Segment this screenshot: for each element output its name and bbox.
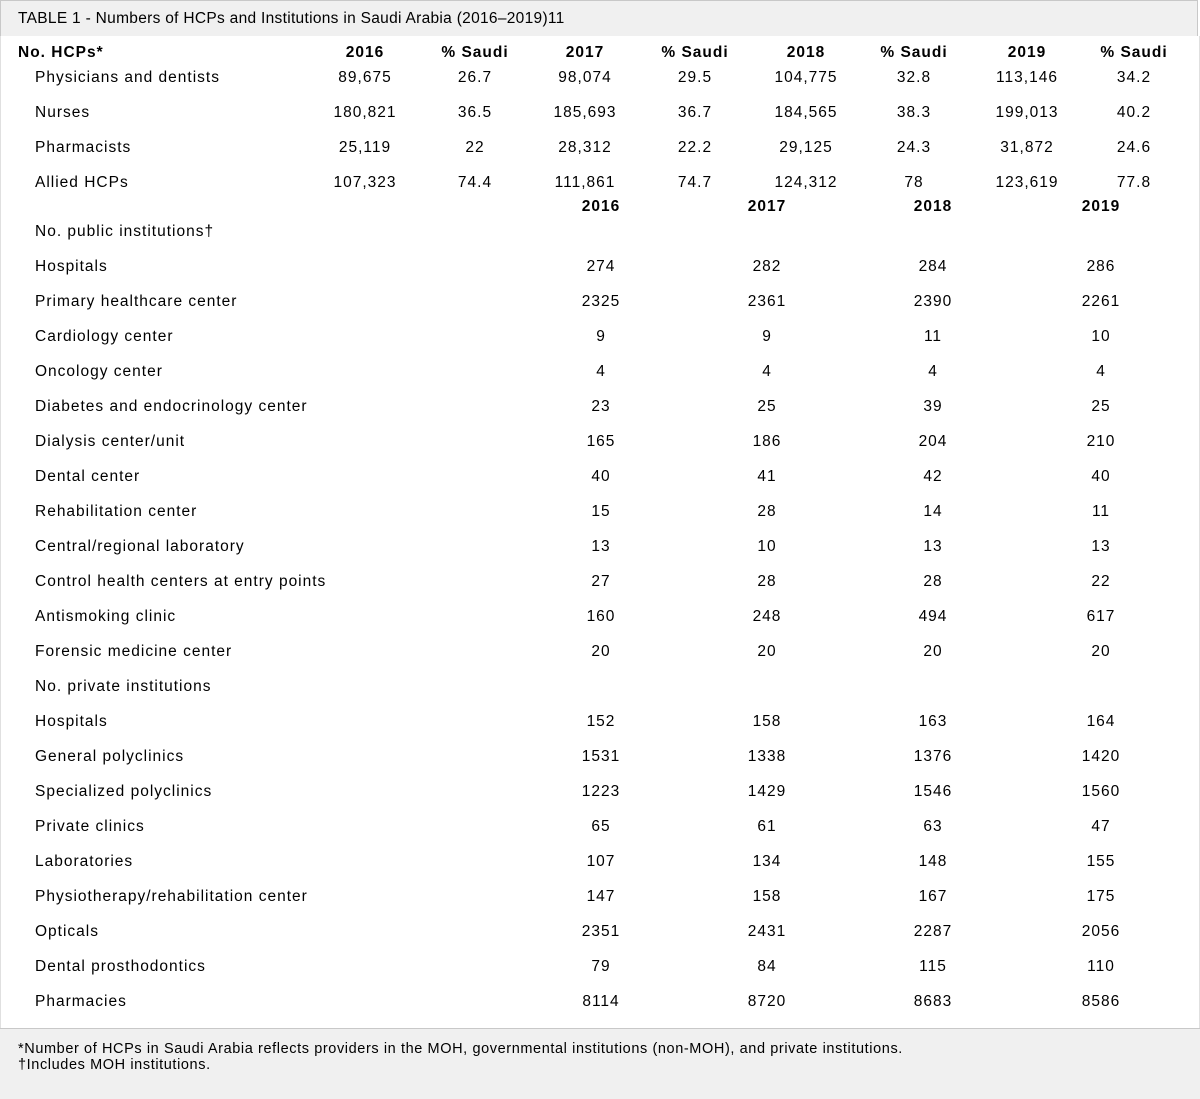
public-cell: 286 bbox=[1086, 258, 1116, 275]
public-cell: 20 bbox=[1091, 643, 1111, 660]
public-cell: 284 bbox=[918, 258, 948, 275]
public-cell: 14 bbox=[923, 503, 943, 520]
private-cell: 2431 bbox=[747, 923, 787, 940]
private-cell: 134 bbox=[752, 853, 782, 870]
hcp-row-label: Nurses bbox=[35, 104, 91, 121]
public-row-label: Cardiology center bbox=[35, 328, 174, 345]
private-cell: 1429 bbox=[747, 783, 787, 800]
public-cell: 248 bbox=[752, 608, 782, 625]
private-row-label: Private clinics bbox=[35, 818, 145, 835]
private-cell: 8720 bbox=[747, 993, 787, 1010]
hcp-cell: 98,074 bbox=[558, 69, 612, 86]
public-cell: 20 bbox=[757, 643, 777, 660]
public-cell: 4 bbox=[928, 363, 938, 380]
hcp-cell: 34.2 bbox=[1116, 69, 1152, 86]
private-cell: 1223 bbox=[581, 783, 621, 800]
hcp-cell: 24.6 bbox=[1116, 139, 1152, 156]
public-cell: 165 bbox=[586, 433, 616, 450]
hcp-cell: 78 bbox=[904, 174, 924, 191]
hcp-cell: 184,565 bbox=[774, 104, 838, 121]
public-row-label: Control health centers at entry points bbox=[35, 573, 327, 590]
public-cell: 13 bbox=[923, 538, 943, 555]
private-cell: 152 bbox=[586, 713, 616, 730]
hcp-cell: 185,693 bbox=[553, 104, 617, 121]
hcp-header-cell: 2016 bbox=[345, 44, 385, 61]
inst-year-header: 2019 bbox=[1081, 198, 1121, 215]
public-row-label: Central/regional laboratory bbox=[35, 538, 245, 555]
public-cell: 274 bbox=[586, 258, 616, 275]
private-cell: 158 bbox=[752, 713, 782, 730]
hcp-cell: 111,861 bbox=[554, 174, 616, 191]
hcp-cell: 32.8 bbox=[896, 69, 932, 86]
public-cell: 39 bbox=[923, 398, 943, 415]
table-caption: TABLE 1 - Numbers of HCPs and Institutions in Saudi Arabia (2016–2019)11 bbox=[0, 0, 1198, 36]
public-cell: 20 bbox=[923, 643, 943, 660]
public-cell: 10 bbox=[1091, 328, 1111, 345]
private-row-label: Dental prosthodontics bbox=[35, 958, 206, 975]
hcp-cell: 107,323 bbox=[333, 174, 397, 191]
private-cell: 115 bbox=[919, 958, 947, 975]
public-cell: 25 bbox=[1091, 398, 1111, 415]
private-cell: 63 bbox=[923, 818, 943, 835]
private-row-label: General polyclinics bbox=[35, 748, 185, 765]
private-cell: 65 bbox=[591, 818, 611, 835]
private-cell: 155 bbox=[1086, 853, 1116, 870]
private-cell: 107 bbox=[586, 853, 616, 870]
footnote-moh: †Includes MOH institutions. bbox=[18, 1057, 211, 1073]
public-cell: 2390 bbox=[913, 293, 953, 310]
private-row-label: Pharmacies bbox=[35, 993, 127, 1010]
hcp-cell: 74.7 bbox=[677, 174, 713, 191]
hcp-cell: 123,619 bbox=[995, 174, 1059, 191]
hcp-cell: 38.3 bbox=[896, 104, 932, 121]
hcp-cell: 199,013 bbox=[995, 104, 1059, 121]
public-cell: 4 bbox=[596, 363, 606, 380]
public-row-label: Diabetes and endocrinology center bbox=[35, 398, 308, 415]
public-cell: 617 bbox=[1086, 608, 1116, 625]
private-institutions-title: No. private institutions bbox=[35, 678, 212, 695]
public-cell: 13 bbox=[591, 538, 611, 555]
public-cell: 160 bbox=[586, 608, 616, 625]
private-cell: 61 bbox=[757, 818, 777, 835]
hcp-header-label: No. HCPs* bbox=[18, 44, 104, 61]
public-cell: 9 bbox=[762, 328, 772, 345]
public-cell: 41 bbox=[757, 468, 777, 485]
hcp-header-cell: % Saudi bbox=[880, 44, 948, 61]
public-cell: 2261 bbox=[1081, 293, 1121, 310]
public-cell: 204 bbox=[918, 433, 948, 450]
public-cell: 282 bbox=[752, 258, 782, 275]
private-cell: 167 bbox=[918, 888, 948, 905]
hcp-cell: 77.8 bbox=[1116, 174, 1152, 191]
public-row-label: Dental center bbox=[35, 468, 141, 485]
hcp-cell: 113,146 bbox=[996, 69, 1058, 86]
private-cell: 1531 bbox=[581, 748, 621, 765]
public-cell: 13 bbox=[1091, 538, 1111, 555]
private-cell: 1560 bbox=[1081, 783, 1121, 800]
public-cell: 4 bbox=[762, 363, 772, 380]
private-cell: 1338 bbox=[747, 748, 787, 765]
private-cell: 147 bbox=[586, 888, 616, 905]
public-cell: 10 bbox=[757, 538, 777, 555]
private-row-label: Physiotherapy/rehabilitation center bbox=[35, 888, 308, 905]
hcp-header-cell: 2019 bbox=[1007, 44, 1047, 61]
hcp-header-cell: % Saudi bbox=[661, 44, 729, 61]
public-cell: 9 bbox=[596, 328, 606, 345]
inst-year-header: 2018 bbox=[913, 198, 953, 215]
public-row-label: Oncology center bbox=[35, 363, 163, 380]
private-cell: 8114 bbox=[582, 993, 620, 1010]
public-cell: 15 bbox=[591, 503, 611, 520]
public-cell: 42 bbox=[923, 468, 943, 485]
hcp-cell: 25,119 bbox=[338, 139, 392, 156]
public-row-label: Antismoking clinic bbox=[35, 608, 177, 625]
data-table bbox=[0, 36, 1200, 1028]
hcp-cell: 36.7 bbox=[677, 104, 713, 121]
private-cell: 84 bbox=[757, 958, 777, 975]
footnote-hcp: *Number of HCPs in Saudi Arabia reflects providers in the MOH, governmental institutions (non-MOH), and private institutions. bbox=[18, 1041, 903, 1057]
private-cell: 79 bbox=[591, 958, 611, 975]
private-row-label: Hospitals bbox=[35, 713, 108, 730]
private-row-label: Laboratories bbox=[35, 853, 134, 870]
private-cell: 148 bbox=[918, 853, 948, 870]
hcp-cell: 36.5 bbox=[457, 104, 493, 121]
public-cell: 2325 bbox=[581, 293, 621, 310]
private-cell: 164 bbox=[1086, 713, 1116, 730]
public-cell: 40 bbox=[1091, 468, 1111, 485]
table-footnotes bbox=[0, 1028, 1200, 1099]
private-cell: 2056 bbox=[1081, 923, 1121, 940]
public-cell: 4 bbox=[1096, 363, 1106, 380]
private-row-label: Opticals bbox=[35, 923, 99, 940]
public-cell: 11 bbox=[1091, 503, 1111, 520]
public-row-label: Forensic medicine center bbox=[35, 643, 233, 660]
hcp-cell: 104,775 bbox=[774, 69, 838, 86]
public-row-label: Primary healthcare center bbox=[35, 293, 238, 310]
hcp-cell: 31,872 bbox=[1000, 139, 1054, 156]
public-cell: 25 bbox=[757, 398, 777, 415]
public-cell: 2361 bbox=[747, 293, 787, 310]
private-cell: 47 bbox=[1091, 818, 1111, 835]
public-row-label: Dialysis center/unit bbox=[35, 433, 186, 450]
hcp-header-cell: % Saudi bbox=[1100, 44, 1168, 61]
private-cell: 110 bbox=[1087, 958, 1115, 975]
hcp-header-cell: 2017 bbox=[565, 44, 605, 61]
public-cell: 28 bbox=[757, 573, 777, 590]
inst-year-header: 2017 bbox=[747, 198, 787, 215]
private-cell: 158 bbox=[752, 888, 782, 905]
public-cell: 20 bbox=[591, 643, 611, 660]
public-cell: 28 bbox=[923, 573, 943, 590]
public-row-label: Hospitals bbox=[35, 258, 108, 275]
private-cell: 175 bbox=[1086, 888, 1116, 905]
private-cell: 163 bbox=[918, 713, 948, 730]
hcp-cell: 89,675 bbox=[338, 69, 392, 86]
hcp-cell: 22 bbox=[465, 139, 485, 156]
public-row-label: Rehabilitation center bbox=[35, 503, 198, 520]
public-cell: 494 bbox=[918, 608, 948, 625]
public-cell: 210 bbox=[1086, 433, 1116, 450]
private-cell: 1376 bbox=[913, 748, 953, 765]
hcp-cell: 180,821 bbox=[333, 104, 397, 121]
public-cell: 28 bbox=[757, 503, 777, 520]
private-cell: 8586 bbox=[1081, 993, 1121, 1010]
private-cell: 1546 bbox=[913, 783, 953, 800]
public-cell: 23 bbox=[591, 398, 611, 415]
public-institutions-title: No. public institutions† bbox=[35, 223, 215, 240]
public-cell: 22 bbox=[1091, 573, 1111, 590]
hcp-header-cell: % Saudi bbox=[441, 44, 509, 61]
hcp-cell: 74.4 bbox=[457, 174, 493, 191]
private-cell: 1420 bbox=[1081, 748, 1121, 765]
hcp-cell: 22.2 bbox=[677, 139, 713, 156]
hcp-cell: 26.7 bbox=[457, 69, 493, 86]
hcp-row-label: Physicians and dentists bbox=[35, 69, 220, 86]
hcp-row-label: Allied HCPs bbox=[35, 174, 129, 191]
hcp-cell: 24.3 bbox=[896, 139, 932, 156]
public-cell: 40 bbox=[591, 468, 611, 485]
hcp-cell: 40.2 bbox=[1116, 104, 1152, 121]
private-row-label: Specialized polyclinics bbox=[35, 783, 213, 800]
hcp-cell: 28,312 bbox=[558, 139, 612, 156]
hcp-header-cell: 2018 bbox=[786, 44, 826, 61]
private-cell: 2351 bbox=[581, 923, 621, 940]
hcp-cell: 29,125 bbox=[779, 139, 833, 156]
public-cell: 186 bbox=[752, 433, 782, 450]
private-cell: 2287 bbox=[913, 923, 953, 940]
hcp-cell: 29.5 bbox=[677, 69, 713, 86]
inst-year-header: 2016 bbox=[581, 198, 621, 215]
hcp-cell: 124,312 bbox=[774, 174, 838, 191]
public-cell: 11 bbox=[923, 328, 943, 345]
public-cell: 27 bbox=[591, 573, 611, 590]
private-cell: 8683 bbox=[913, 993, 953, 1010]
hcp-row-label: Pharmacists bbox=[35, 139, 132, 156]
